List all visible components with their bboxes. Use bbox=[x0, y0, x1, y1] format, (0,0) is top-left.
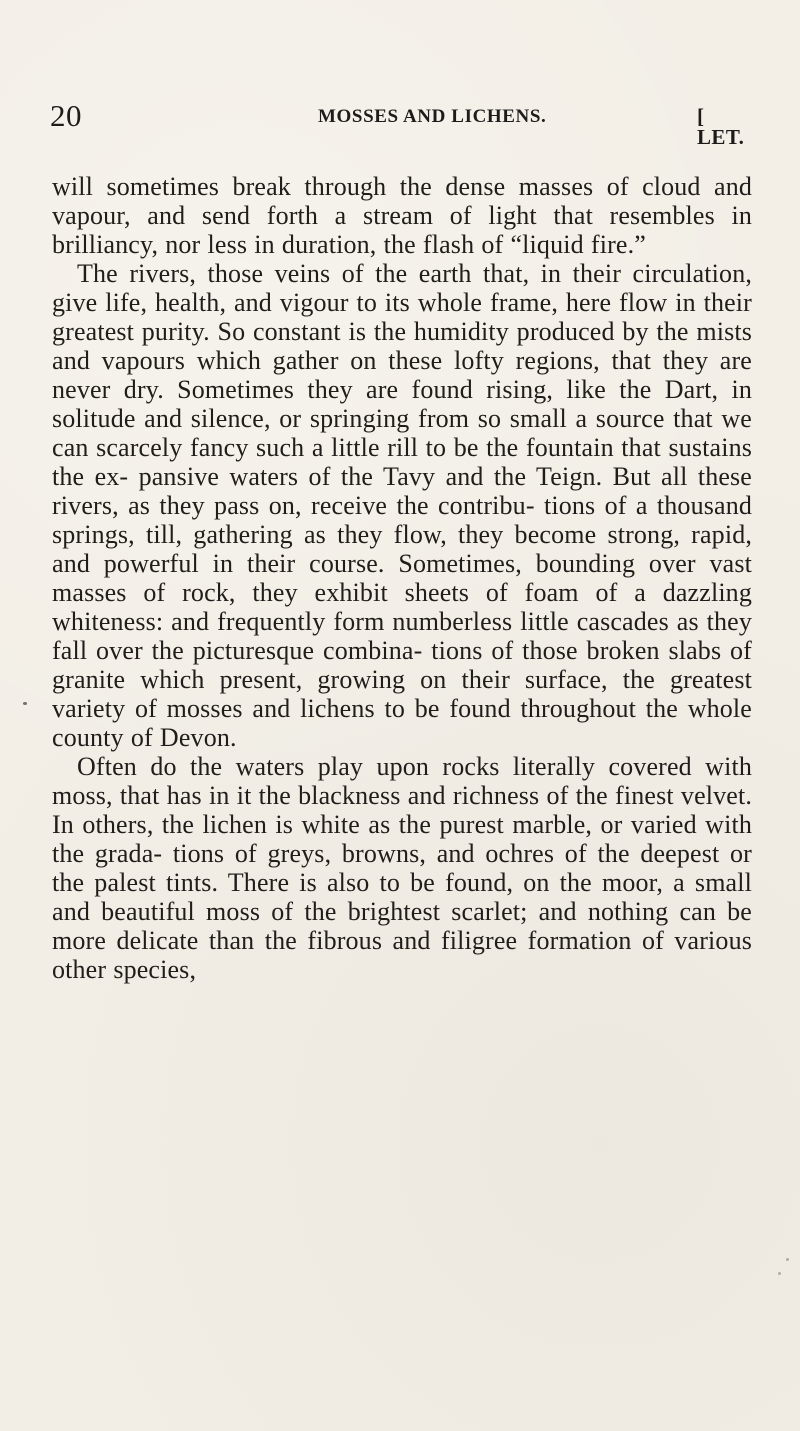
paper-speck bbox=[786, 1258, 789, 1261]
page-header bbox=[50, 98, 752, 150]
paragraph: The rivers, those veins of the earth that, in their circulation, give life, health, and vigour to its whole frame, here flow in their greatest purity. So constant is the humidity produced by the mists and vapours which gather on these lofty regions, that they are never dry. Sometimes they are found rising, like the Dart, in solitude and silence, or springing from so small a source that we can scarcely fancy such a little rill to be the fountain that sustains the ex- pansive waters of the Tavy and the Teign. But all these rivers, as they pass on, receive the contribu- tions of a thousand springs, till, gathering as they flow, they become strong, rapid, and powerful in their course. Sometimes, bounding over vast masses of rock, they exhibit sheets of foam of a dazzling whiteness: and frequently form numberless little cascades as they fall over the picturesque combina- tions of those broken slabs of granite which present, growing on their surface, the greatest variety of mosses and lichens to be found throughout the whole county of Devon. bbox=[52, 259, 752, 752]
running-head-title: MOSSES AND LICHENS. bbox=[318, 106, 547, 127]
margin-mark bbox=[23, 702, 27, 705]
paragraph: will sometimes break through the dense masses of cloud and vapour, and send forth a stream of light that resembles in brilliancy, nor less in duration, the flash of “liquid fire.” bbox=[52, 172, 752, 259]
paragraph: Often do the waters play upon rocks literally covered with moss, that has in it the blackness and richness of the finest velvet. In others, the lichen is white as the purest marble, or varied with the grada- tions of greys, browns, and ochres of the deepest or the palest tints. There is also to be found, on the moor, a small and beautiful moss of the brightest scarlet; and nothing can be more delicate than the fibrous and filigree formation of various other species, bbox=[52, 752, 752, 984]
body-text bbox=[52, 172, 752, 984]
running-head-section: [ LET. bbox=[697, 104, 745, 149]
page-number: 20 bbox=[50, 98, 82, 133]
paper-speck bbox=[778, 1272, 781, 1275]
